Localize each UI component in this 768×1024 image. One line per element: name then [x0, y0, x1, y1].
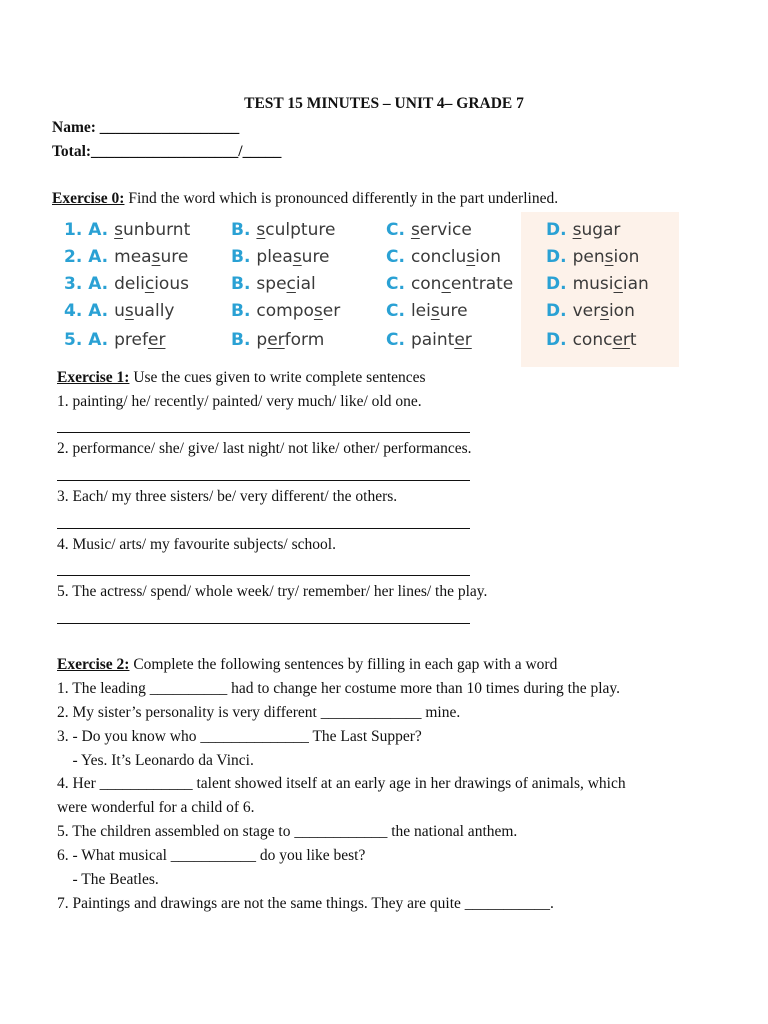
- option-word: conclusion: [410, 247, 502, 267]
- total-label: Total:: [52, 143, 92, 160]
- option-4-d: [546, 301, 635, 321]
- exercise-2-label: Exercise 2:: [57, 656, 130, 673]
- option-4-b: [231, 301, 340, 321]
- underlined-part: er: [148, 330, 166, 350]
- option-2-c: [386, 247, 501, 267]
- option-1-c: [386, 220, 472, 240]
- option-word: measure: [114, 247, 189, 267]
- option-word: leisure: [410, 301, 468, 321]
- exercise-2-line: - The Beatles.: [57, 871, 159, 888]
- option-word: special: [256, 274, 316, 294]
- option-label: 3. A.: [64, 274, 109, 294]
- option-label: 4. A.: [64, 301, 109, 321]
- option-word: version: [572, 301, 635, 321]
- option-label: B.: [231, 330, 251, 350]
- option-label: C.: [386, 247, 405, 267]
- total-row: [52, 143, 281, 161]
- option-word: painter: [410, 330, 472, 350]
- exercise-1-heading: [57, 369, 426, 387]
- underlined-part: s: [600, 301, 609, 321]
- exercise-2-heading: [57, 656, 557, 674]
- answer-line: [57, 528, 470, 529]
- option-label: C.: [386, 220, 405, 240]
- answer-line: [57, 432, 470, 433]
- option-label: B.: [231, 220, 251, 240]
- option-word: musician: [572, 274, 649, 294]
- exercise-2-line: were wonderful for a child of 6.: [57, 799, 255, 816]
- underlined-part: s: [313, 301, 323, 321]
- option-word: composer: [256, 301, 341, 321]
- option-label: 2. A.: [64, 247, 109, 267]
- option-2-b: [231, 247, 330, 267]
- option-1-b: [231, 220, 335, 240]
- option-2-d: [546, 247, 639, 267]
- option-word: sunburnt: [114, 220, 191, 240]
- underlined-part: er: [267, 330, 285, 350]
- option-label: D.: [546, 274, 567, 294]
- exercise-2-line: 4. Her ____________ talent showed itself at an early age in her drawings of animals, which: [57, 775, 626, 792]
- answer-line: [57, 480, 470, 481]
- option-label: D.: [546, 220, 567, 240]
- exercise-2-line: 7. Paintings and drawings are not the same things. They are quite ___________.: [57, 895, 554, 912]
- option-word: sugar: [572, 220, 621, 240]
- option-5-d: [546, 330, 637, 350]
- total-blank: ___________________/_____: [91, 143, 282, 160]
- answer-line: [57, 623, 470, 624]
- underlined-part: c: [613, 274, 623, 294]
- option-label: B.: [231, 247, 251, 267]
- exercise-1-label: Exercise 1:: [57, 369, 130, 386]
- option-label: B.: [231, 274, 251, 294]
- underlined-part: s: [410, 220, 420, 240]
- option-label: D.: [546, 247, 567, 267]
- underlined-part: s: [292, 247, 302, 267]
- exercise-2-line: - Yes. It’s Leonardo da Vinci.: [57, 752, 254, 769]
- option-4-a: [64, 301, 174, 321]
- underlined-part: er: [454, 330, 472, 350]
- option-word: pleasure: [256, 247, 330, 267]
- underlined-part: c: [441, 274, 451, 294]
- option-label: C.: [386, 330, 405, 350]
- option-word: concert: [572, 330, 637, 350]
- underlined-part: s: [430, 301, 440, 321]
- underlined-part: s: [256, 220, 266, 240]
- underlined-part: s: [114, 220, 123, 240]
- option-label: C.: [386, 274, 405, 294]
- underlined-part: s: [151, 247, 161, 267]
- exercise-0-instruction: Find the word which is pronounced differently in the part underlined.: [124, 190, 559, 207]
- exercise-0-label: Exercise 0:: [52, 190, 125, 207]
- name-row: [52, 119, 239, 137]
- option-5-c: [386, 330, 472, 350]
- exercise-2-line: 6. - What musical ___________ do you like best?: [57, 847, 366, 864]
- option-1-d: [546, 220, 620, 240]
- exercise-1-item: 1. painting/ he/ recently/ painted/ very much/ like/ old one.: [57, 393, 422, 410]
- underlined-part: s: [572, 220, 582, 240]
- underlined-part: er: [612, 330, 630, 350]
- option-word: concentrate: [410, 274, 514, 294]
- underlined-part: s: [466, 247, 476, 267]
- exercise-2-line: 1. The leading __________ had to change her costume more than 10 times during the play.: [57, 680, 621, 697]
- option-word: pension: [572, 247, 640, 267]
- option-label: B.: [231, 301, 251, 321]
- option-3-c: [386, 274, 513, 294]
- exercise-1-item: 5. The actress/ spend/ whole week/ try/ remember/ her lines/ the play.: [57, 583, 488, 600]
- option-word: service: [410, 220, 472, 240]
- name-label: Name:: [52, 119, 96, 136]
- option-3-b: [231, 274, 316, 294]
- answer-line: [57, 575, 470, 576]
- exercise-2-line: 3. - Do you know who ______________ The Last Supper?: [57, 728, 422, 745]
- exercise-1-item: 3. Each/ my three sisters/ be/ very different/ the others.: [57, 488, 398, 505]
- exercise-2-line: 2. My sister’s personality is very different _____________ mine.: [57, 704, 461, 721]
- option-label: D.: [546, 301, 567, 321]
- page-title: TEST 15 MINUTES – UNIT 4– GRADE 7: [244, 95, 524, 112]
- underlined-part: c: [286, 274, 296, 294]
- option-label: C.: [386, 301, 405, 321]
- option-3-a: [64, 274, 189, 294]
- option-4-c: [386, 301, 468, 321]
- exercise-1-instruction: Use the cues given to write complete sentences: [129, 369, 426, 386]
- option-5-a: [64, 330, 165, 350]
- underlined-part: c: [144, 274, 155, 294]
- option-5-b: [231, 330, 324, 350]
- option-word: prefer: [114, 330, 166, 350]
- name-blank: __________________: [99, 119, 240, 136]
- underlined-part: s: [124, 301, 134, 321]
- option-label: 1. A.: [64, 220, 109, 240]
- option-label: D.: [546, 330, 567, 350]
- option-1-a: [64, 220, 190, 240]
- exercise-1-item: 4. Music/ arts/ my favourite subjects/ school.: [57, 536, 336, 553]
- option-3-d: [546, 274, 649, 294]
- underlined-part: s: [604, 247, 614, 267]
- option-2-a: [64, 247, 188, 267]
- option-label: 5. A.: [64, 330, 109, 350]
- exercise-2-instruction: Complete the following sentences by filling in each gap with a word: [129, 656, 558, 673]
- option-word: usually: [114, 301, 175, 321]
- exercise-2-line: 5. The children assembled on stage to ____________ the national anthem.: [57, 823, 518, 840]
- exercise-1-item: 2. performance/ she/ give/ last night/ not like/ other/ performances.: [57, 440, 472, 457]
- option-word: delicious: [114, 274, 189, 294]
- option-word: sculpture: [256, 220, 336, 240]
- exercise-0-heading: [52, 190, 558, 208]
- option-word: perform: [256, 330, 325, 350]
